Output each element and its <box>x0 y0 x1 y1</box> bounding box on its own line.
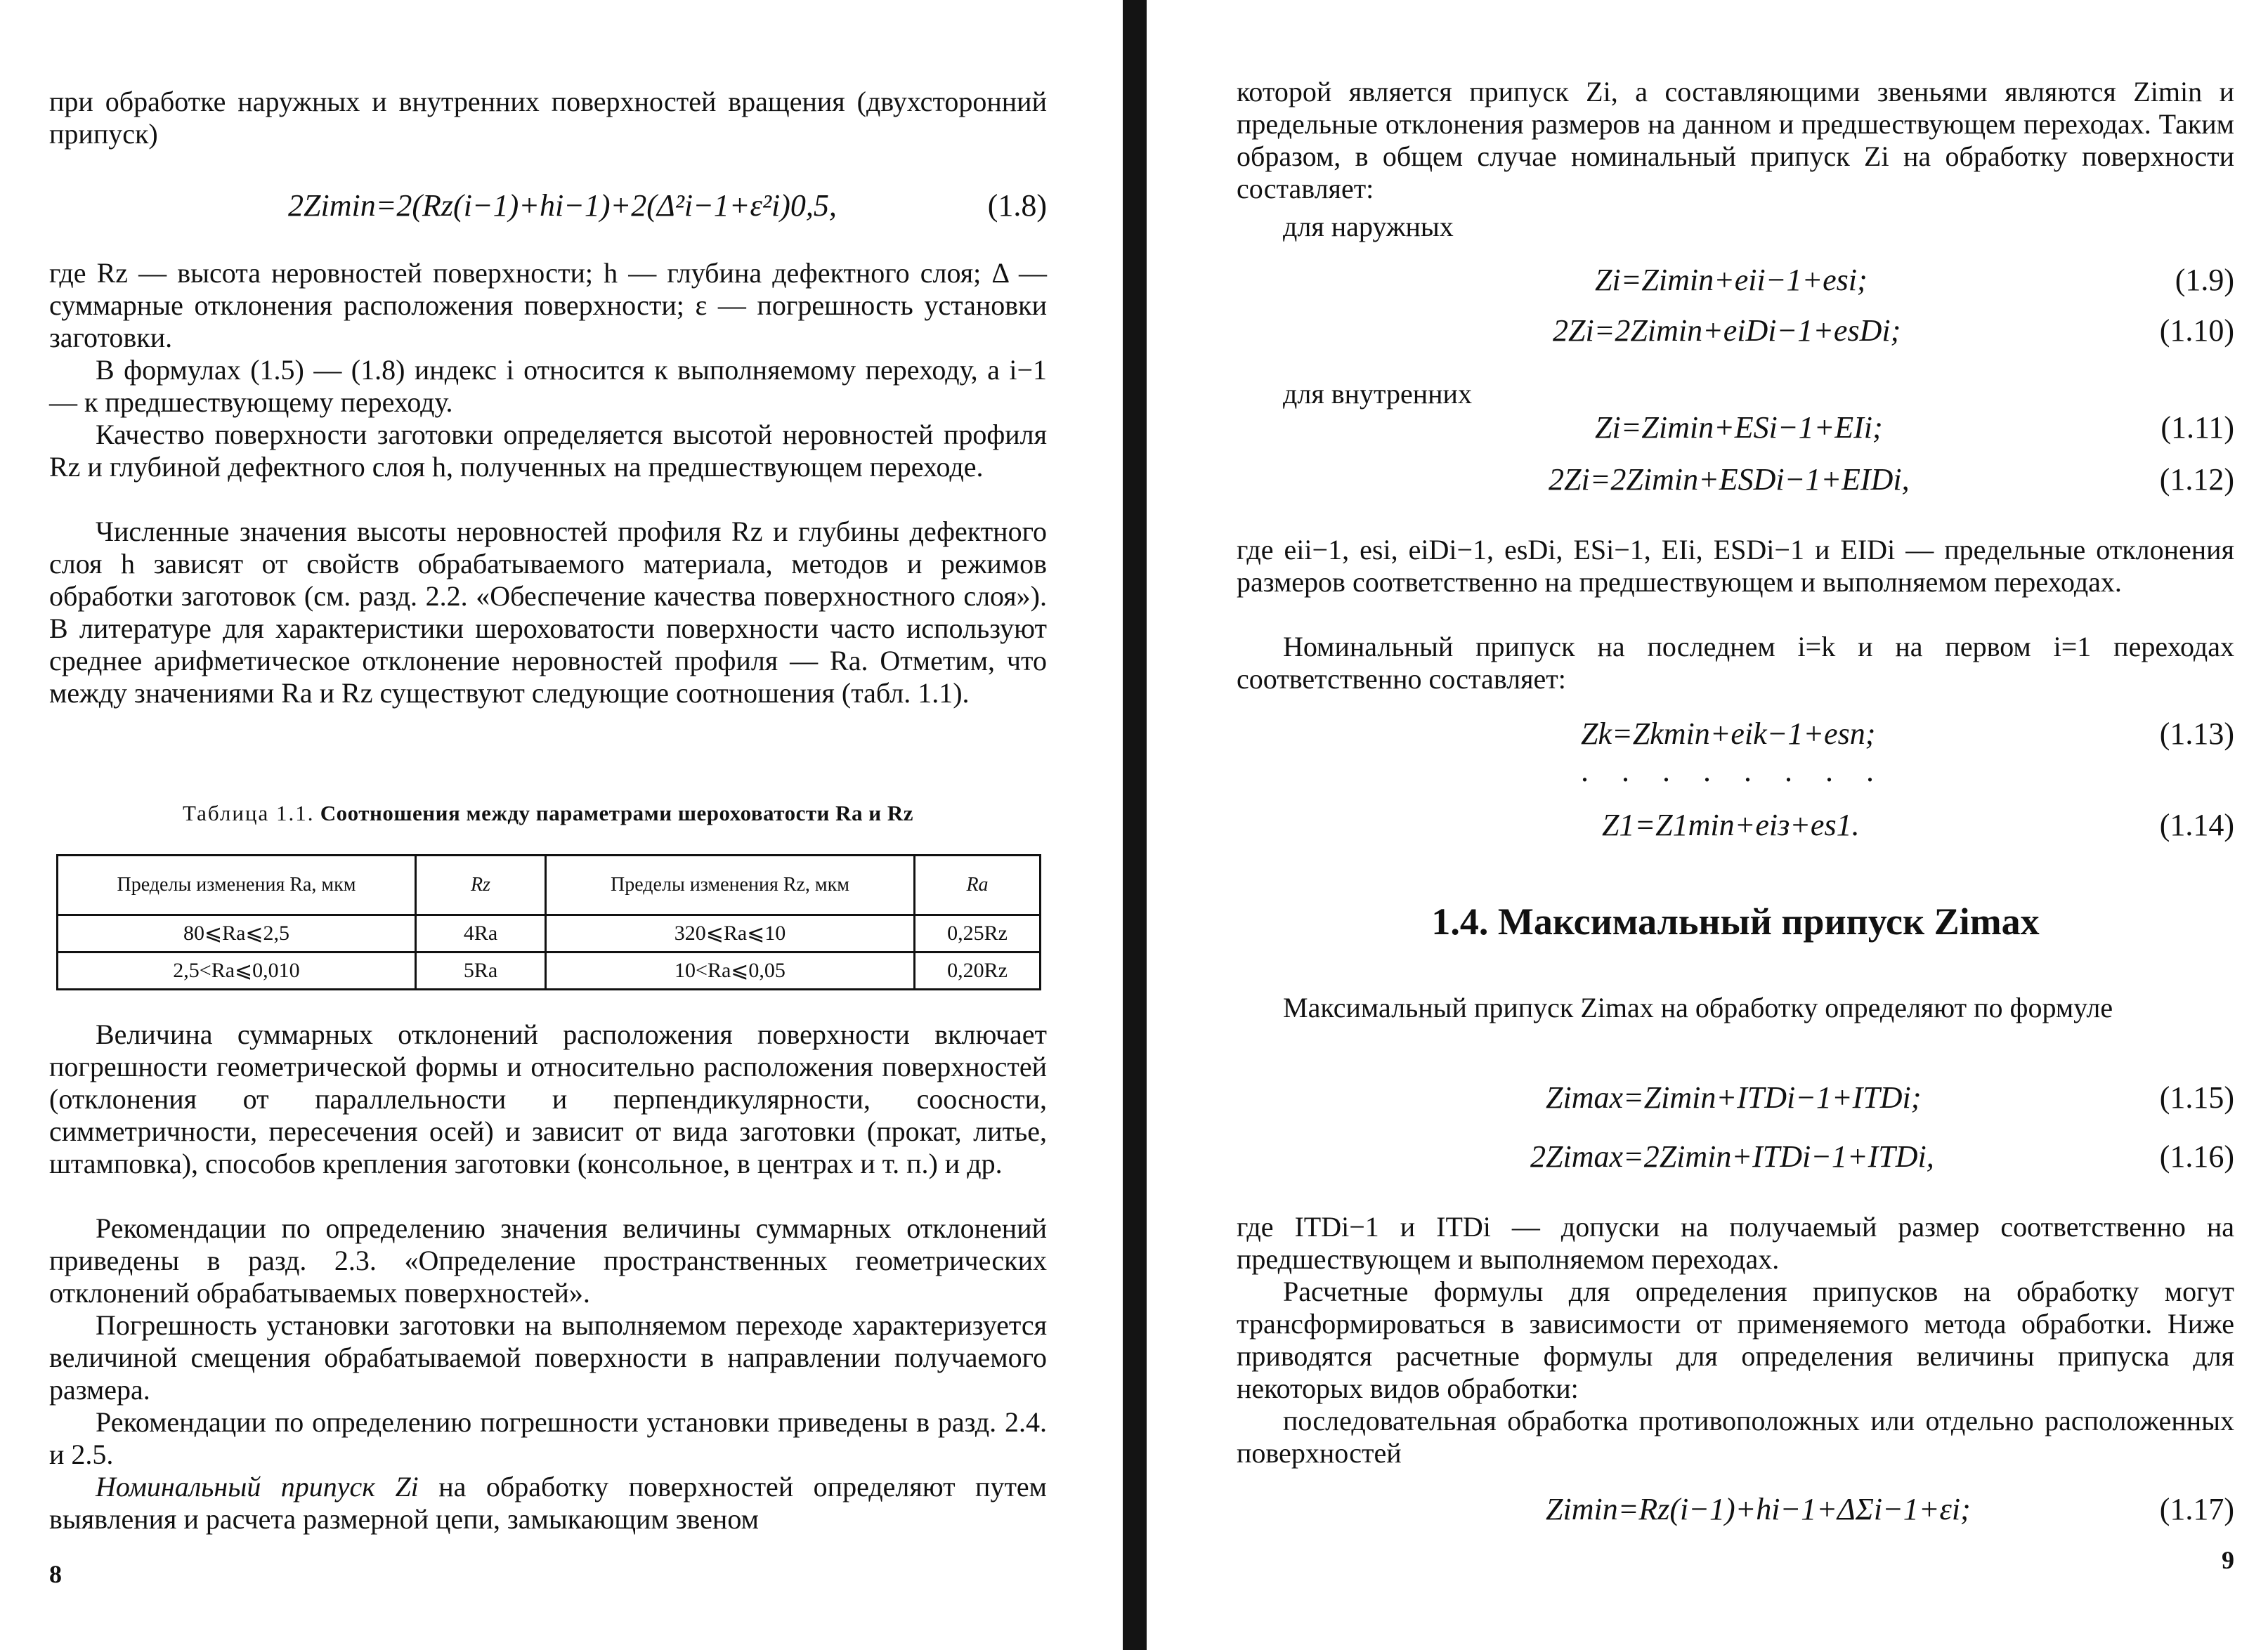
table-cell: 10<Ra⩽0,05 <box>546 952 915 990</box>
formula-number: (1.15) <box>2159 1080 2234 1115</box>
paragraph-recommend-1: Рекомендации по определению значения величины суммарных отклонений приведены в разд. 2.3. «Определение пространственных геометрических отклонений обрабатываемых поверхностей». <box>49 1212 1047 1309</box>
formula-1-11 <box>1237 410 2234 445</box>
table-caption <box>49 799 1047 827</box>
table-cell: 80⩽Ra⩽2,5 <box>58 915 416 952</box>
table-cell: 4Ra <box>416 915 546 952</box>
paragraph-numeric: Численные значения высоты неровностей профиля Rz и глубины дефектного слоя h зависят от свойств обрабатываемого материала, методов и режимов обработки заготовок (см. разд. 2.2. «Обеспечение качества поверхностного слоя»). В литературе для характеристики шероховатости поверхности часто используют среднее арифметическое отклонение неровностей профиля — Ra. Отметим, что между значениями Ra и Rz существуют следующие соотношения (табл. 1.1). <box>49 516 1047 709</box>
paragraph-where: где Rz — высота неровностей поверхности; h — глубина дефектного слоя; Δ — суммарные отклонения расположения поверхности; ε — погрешность установки заготовки. <box>49 257 1047 353</box>
left-page <box>49 0 1047 1650</box>
formula-expression: 2Zimax=2Zimin+ITDi−1+ITDi, <box>1530 1139 1934 1174</box>
table-cell: 0,20Rz <box>915 952 1041 990</box>
table-header-cell: Пределы изменения Ra, мкм <box>58 856 416 915</box>
paragraph-tolerances: где ITDi−1 и ITDi — допуски на получаемый размер соответственно на предшествующем и выполняемом переходах. <box>1237 1211 2234 1275</box>
paragraph-max: Максимальный припуск Zimax на обработку определяют по формуле <box>1283 992 2113 1023</box>
formula-number: (1.10) <box>2159 313 2234 348</box>
formula-number: (1.12) <box>2159 462 2234 497</box>
formula-expression: Zk=Zkmin+eik−1+esп; <box>1581 716 1876 751</box>
formula-number: (1.13) <box>2159 716 2234 751</box>
paragraph-total-deviation: Величина суммарных отклонений расположения поверхности включает погрешности геометрической формы и относительно расположения поверхностей (отклонения от параллельности и перпендикулярности, соосности, симметричности, пересечения осей) и зависит от вида заготовки (прокат, литье, штамповка), способов крепления заготовки (консольное, в центрах и т. п.) и др. <box>49 1019 1047 1179</box>
formula-1-12 <box>1237 462 2234 497</box>
formula-ellipsis: . . . . . . . . <box>1581 754 1886 788</box>
formula-number: (1.17) <box>2159 1492 2234 1526</box>
formula-expression: 2Zimin=2(Rz(i−1)+hi−1)+2(Δ²i−1+ε²i)0,5, <box>288 188 837 223</box>
formula-number: (1.11) <box>2161 410 2234 445</box>
page-number-right: 9 <box>2222 1546 2234 1574</box>
table-row <box>58 952 1041 990</box>
paragraph-last-first: Номинальный припуск на последнем i=k и на первом i=1 переходах соответственно составляет: <box>1237 631 2234 695</box>
paragraph-sequential: последовательная обработка противоположных или отдельно расположенных поверхностей <box>1237 1405 2234 1469</box>
paragraph-setup-error: Погрешность установки заготовки на выполняемом переходе характеризуется величиной смещения обрабатываемой поверхности в направлении получаемого размера. <box>49 1309 1047 1406</box>
formula-1-14 <box>1237 808 2234 843</box>
paragraph-transform: Расчетные формулы для определения припусков на обработку могут трансформироваться в зависимости от применяемого метода обработки. Ниже приводятся расчетные формулы для определения величины припуска для некоторых видов обработки: <box>1237 1276 2234 1404</box>
section-heading: 1.4. Максимальный припуск Zimax <box>1431 901 2040 943</box>
right-page <box>1237 0 2234 1650</box>
formula-1-13 <box>1237 716 2234 752</box>
formula-expression: Zimax=Zimin+ITDi−1+ITDi; <box>1546 1080 1922 1115</box>
roughness-table <box>56 854 1041 990</box>
formula-1-9 <box>1237 263 2234 298</box>
table-cell: 2,5<Ra⩽0,010 <box>58 952 416 990</box>
paragraph-indices: В формулах (1.5) — (1.8) индекс i относится к выполняемому переходу, а i−1 — к предшествующему переходу. <box>49 354 1047 418</box>
table-header-cell: Ra <box>915 856 1041 915</box>
table-cell: 0,25Rz <box>915 915 1041 952</box>
paragraph-nominal <box>49 1471 1047 1536</box>
table-header-cell: Пределы изменения Rz, мкм <box>546 856 915 915</box>
formula-1-17 <box>1237 1492 2234 1527</box>
paragraph-quality: Качество поверхности заготовки определяется высотой неровностей профиля Rz и глубиной дефектного слоя h, полученных на предшествующем переходе. <box>49 419 1047 483</box>
book-gutter <box>1123 0 1147 1650</box>
formula-expression: Zi=Zimin+ESi−1+EIi; <box>1595 410 1883 445</box>
formula-1-16 <box>1237 1139 2234 1174</box>
formula-expression: Zi=Zimin+eii−1+esi; <box>1595 263 1868 297</box>
nominal-term: Номинальный припуск Zi <box>96 1471 419 1502</box>
table-cell: 320⩽Ra⩽10 <box>546 915 915 952</box>
paragraph-recommend-2: Рекомендации по определению погрешности установки приведены в разд. 2.4. и 2.5. <box>49 1406 1047 1470</box>
label-inner: для внутренних <box>1283 378 1472 410</box>
nominal-text: на обработку поверхностей определяют путем выявления и расчета размерной цепи, замыкающим звеном <box>49 1471 1047 1535</box>
paragraph-continue: которой является припуск Zi, а составляющими звеньями являются Zimin и предельные отклонения размеров на данном и предшествующем переходах. Таким образом, в общем случае номинальный припуск Zi на обработку поверхности составляет: <box>1237 76 2234 204</box>
formula-number: (1.16) <box>2159 1139 2234 1174</box>
label-outer: для наружных <box>1283 211 1454 242</box>
formula-expression: Zimin=Rz(i−1)+hi−1+ΔΣi−1+εi; <box>1546 1492 1971 1526</box>
table-header-row <box>58 856 1041 915</box>
formula-expression: 2Zi=2Zimin+eiDi−1+esDi; <box>1553 313 1901 348</box>
formula-1-15 <box>1237 1080 2234 1115</box>
paragraph-intro: при обработке наружных и внутренних поверхностей вращения (двухсторонний припуск) <box>49 86 1047 150</box>
paragraph-limits: где eii−1, esi, eiDi−1, esDi, ESi−1, EIi, ESDi−1 и EIDi — предельные отклонения размеров соответственно на предшествующем и выполняемом переходах. <box>1237 534 2234 598</box>
table-row <box>58 915 1041 952</box>
formula-number: (1.8) <box>987 188 1047 223</box>
formula-1-10 <box>1237 313 2234 348</box>
page-number-left: 8 <box>49 1560 62 1588</box>
table-cell: 5Ra <box>416 952 546 990</box>
table-header-cell: Rz <box>416 856 546 915</box>
formula-number: (1.14) <box>2159 808 2234 842</box>
table-caption-text: Соотношения между параметрами шероховатости Ra и Rz <box>320 801 914 825</box>
table-caption-label: Таблица 1.1. <box>182 801 315 825</box>
formula-expression: Z1=Z1min+eiз+es1. <box>1602 808 1860 842</box>
formula-expression: 2Zi=2Zimin+ESDi−1+EIDi, <box>1549 462 1910 497</box>
formula-1-8 <box>49 188 1047 223</box>
formula-number: (1.9) <box>2175 263 2234 297</box>
